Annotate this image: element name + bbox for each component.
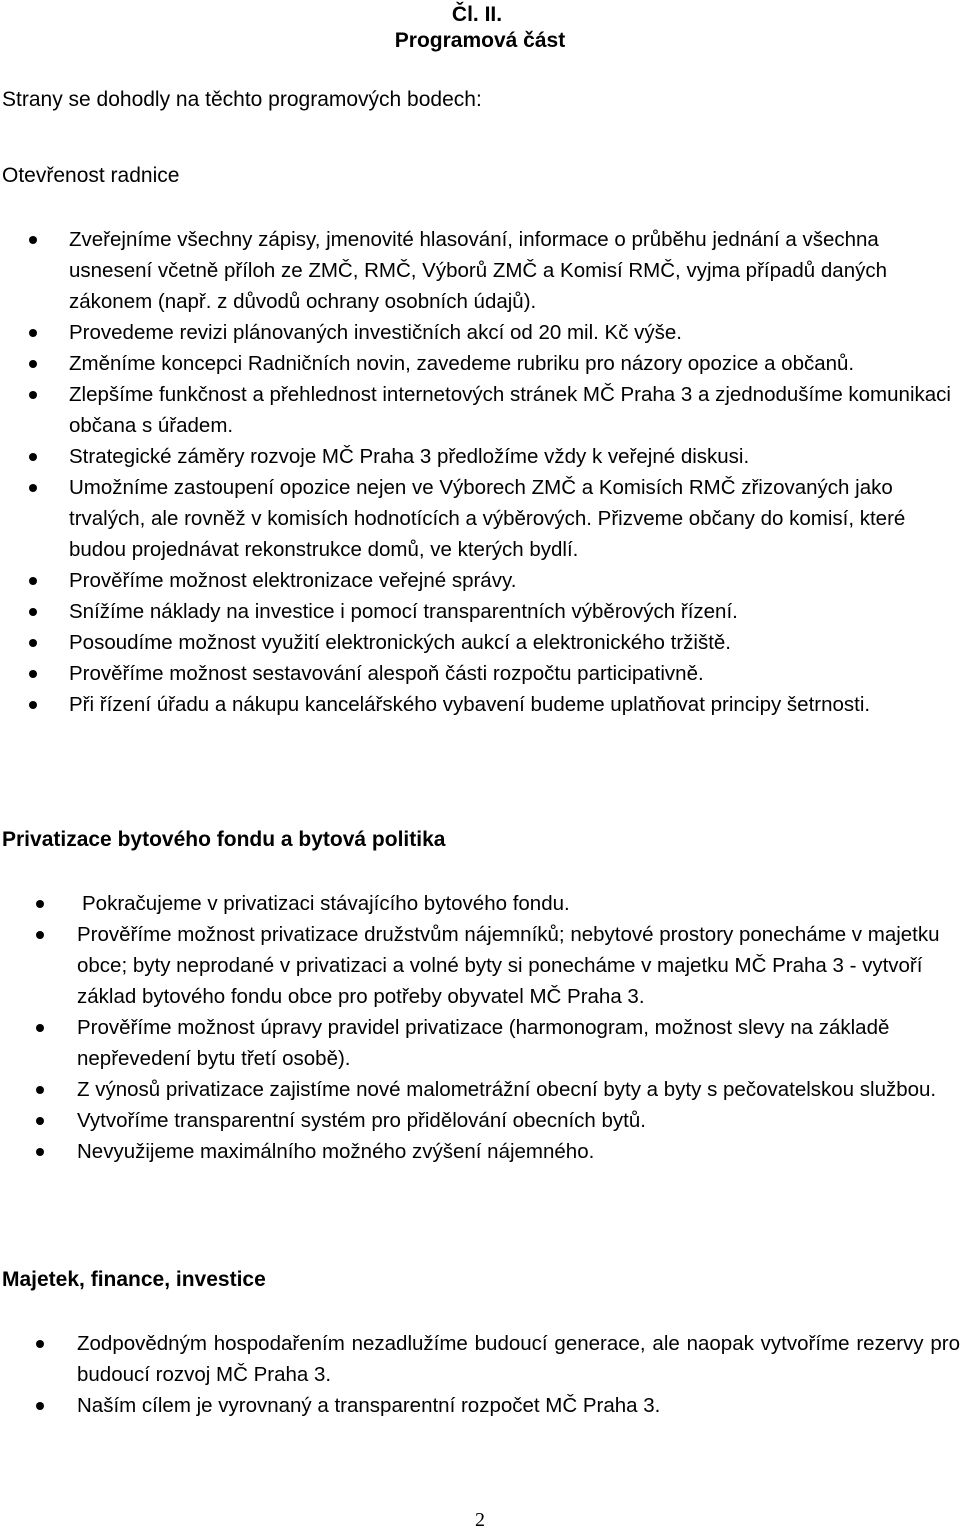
list-item-text: Vytvoříme transparentní systém pro přidělování obecních bytů.	[77, 1109, 646, 1132]
list-item-text: Strategické záměry rozvoje MČ Praha 3 předložíme vždy k veřejné diskusi.	[69, 445, 750, 468]
article-title: Programová část	[394, 29, 566, 52]
list-item-text: Umožníme zastoupení opozice nejen ve Výborech ZMČ a Komisích RMČ zřizovaných jako trvalých, ale rovněž v komisích hodnotících a výběrových. Přizveme občany do komisí, které budou projednávat rekonstrukce domů, ve kterých bydlí.	[69, 476, 906, 561]
bullet-icon	[29, 391, 37, 399]
list-item-text: Prověříme možnost sestavování alespoň části rozpočtu participativně.	[69, 662, 704, 685]
list-item-text: Prověříme možnost úpravy pravidel privatizace (harmonogram, možnost slevy na základě nepřevedení bytu třetí osobě).	[77, 1016, 890, 1070]
list-item	[0, 596, 960, 627]
bullet-icon	[29, 360, 37, 368]
list-item	[0, 224, 960, 317]
list-item-text: Zveřejníme všechny zápisy, jmenovité hlasování, informace o průběhu jednání a všechna usnesení včetně příloh ze ZMČ, RMČ, Výborů ZMČ a Komisí RMČ, vyjma případů daných zákonem (např. z důvodů ochrany osobních údajů).	[69, 228, 888, 313]
list-item	[0, 379, 960, 441]
intro-text: Strany se dohodly na těchto programových bodech:	[2, 88, 482, 111]
list-item	[0, 1012, 960, 1074]
list-item-text: Zlepšíme funkčnost a přehlednost internetových stránek MČ Praha 3 a zjednodušíme komunikaci občana s úřadem.	[69, 383, 951, 437]
bullet-icon	[29, 608, 37, 616]
list-item	[0, 348, 960, 379]
bullet-icon	[29, 639, 37, 647]
list-item	[0, 1105, 960, 1136]
list-item	[0, 689, 960, 720]
bullet-icon	[36, 1402, 44, 1410]
list-item	[0, 1328, 960, 1390]
list-item-text: Provedeme revizi plánovaných investičních akcí od 20 mil. Kč výše.	[69, 321, 682, 344]
list-item-text: Prověříme možnost elektronizace veřejné správy.	[69, 569, 517, 592]
privatization-list	[0, 888, 960, 1167]
bullet-icon	[29, 484, 37, 492]
bullet-icon	[36, 1148, 44, 1156]
bullet-icon	[29, 701, 37, 709]
list-item-text: Nevyužijeme maximálního možného zvýšení nájemného.	[77, 1140, 595, 1163]
bullet-icon	[36, 1340, 44, 1348]
list-item	[0, 441, 960, 472]
section-title-property: Majetek, finance, investice	[2, 1268, 266, 1291]
property-list	[0, 1328, 960, 1421]
list-item-text: Pokračujeme v privatizaci stávajícího bytového fondu.	[82, 892, 570, 915]
list-item-text: Snížíme náklady na investice i pomocí transparentních výběrových řízení.	[69, 600, 738, 623]
list-item	[0, 658, 960, 689]
openness-list	[0, 224, 960, 720]
bullet-icon	[29, 329, 37, 337]
bullet-icon	[36, 1024, 44, 1032]
section-title-privatization: Privatizace bytového fondu a bytová politika	[2, 828, 446, 851]
list-item	[0, 888, 960, 919]
list-item-text: Naším cílem je vyrovnaný a transparentní rozpočet MČ Praha 3.	[77, 1394, 661, 1417]
list-item-text: Prověříme možnost privatizace družstvům nájemníků; nebytové prostory ponecháme v majetku obce; byty neprodané v privatizaci a volné byty si ponecháme v majetku MČ Praha 3 - vytvoří základ bytového fondu obce pro potřeby obyvatel MČ Praha 3.	[77, 923, 940, 1008]
bullet-icon	[36, 1117, 44, 1125]
bullet-icon	[36, 1086, 44, 1094]
list-item-text: Při řízení úřadu a nákupu kancelářského vybavení budeme uplatňovat principy šetrnosti.	[69, 693, 871, 716]
list-item	[0, 317, 960, 348]
list-item	[0, 565, 960, 596]
list-item	[0, 1136, 960, 1167]
list-item	[0, 472, 960, 565]
bullet-icon	[29, 236, 37, 244]
page-number: 2	[475, 1509, 485, 1531]
list-item	[0, 1390, 960, 1421]
bullet-icon	[36, 931, 44, 939]
list-item-text: Změníme koncepci Radničních novin, zavedeme rubriku pro názory opozice a občanů.	[69, 352, 855, 375]
list-item-text: Posoudíme možnost využití elektronických aukcí a elektronického tržiště.	[69, 631, 731, 654]
bullet-icon	[36, 900, 44, 908]
article-number: Čl. II.	[451, 3, 503, 26]
list-item-text: Zodpovědným hospodařením nezadlužíme budoucí generace, ale naopak vytvoříme rezervy pro budoucí rozvoj MČ Praha 3.	[77, 1332, 960, 1386]
section-title-openness: Otevřenost radnice	[2, 164, 180, 187]
list-item	[0, 919, 960, 1012]
list-item	[0, 1074, 960, 1105]
bullet-icon	[29, 453, 37, 461]
bullet-icon	[29, 577, 37, 585]
list-item	[0, 627, 960, 658]
list-item-text: Z výnosů privatizace zajistíme nové malometrážní obecní byty a byty s pečovatelskou službou.	[77, 1078, 937, 1101]
bullet-icon	[29, 670, 37, 678]
